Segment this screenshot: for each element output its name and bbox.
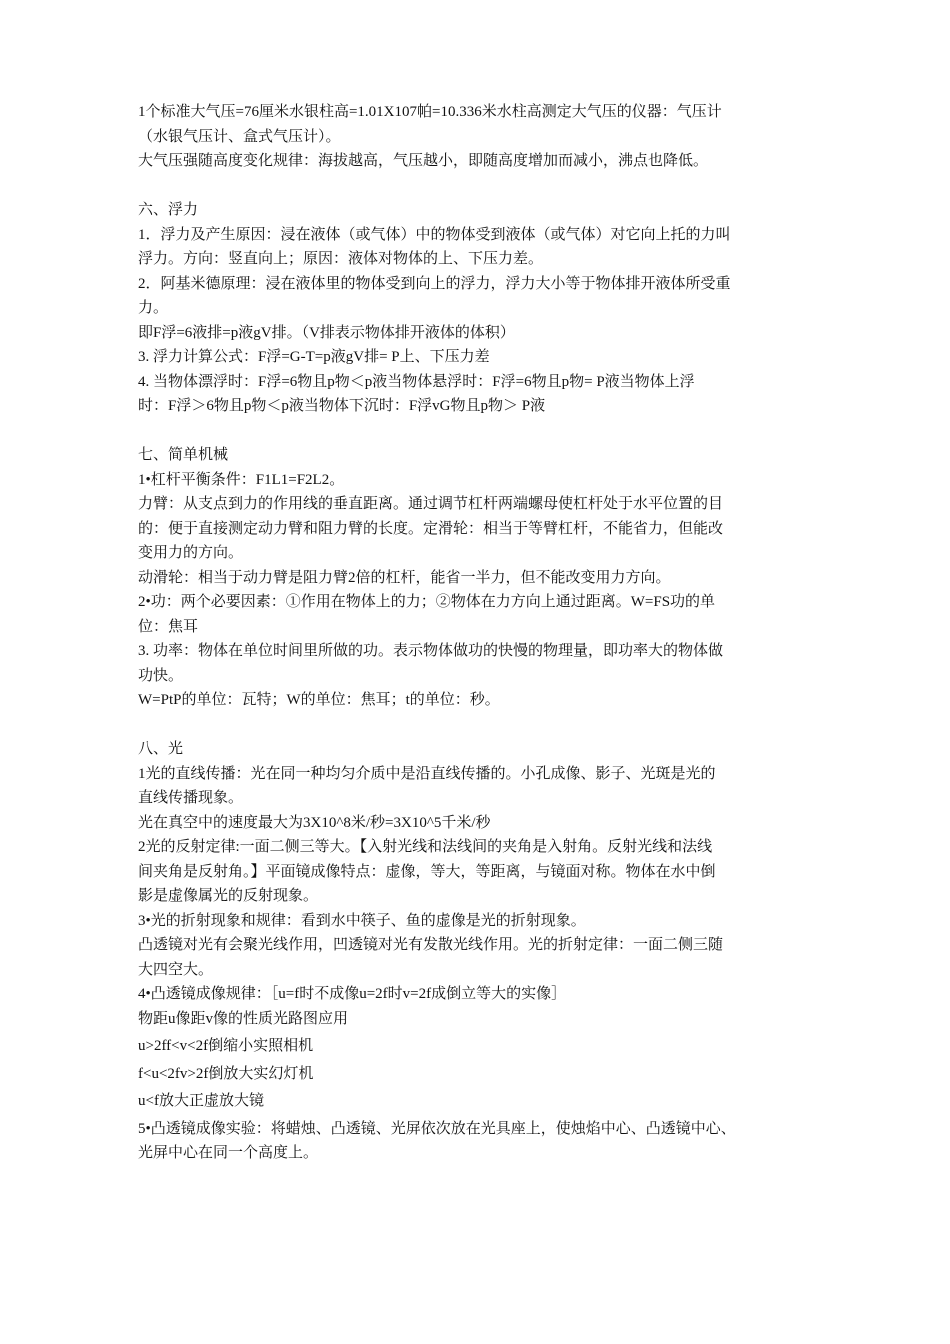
text-line: 4. 当物体漂浮时：F浮=6物且p物＜p液当物体悬浮时：F浮=6物且p物= P液当物体上浮: [138, 373, 695, 390]
text-line: 功快。: [138, 667, 184, 684]
text-line: 影是虚像属光的反射现象。: [138, 888, 319, 904]
text-line: 3•光的折射现象和规律：看到水中筷子、鱼的虚像是光的折射现象。: [138, 912, 586, 929]
text-line: 间夹角是反射角。】平面镜成像特点：虚像，等大，等距离，与镜面对称。物体在水中倒: [138, 863, 716, 880]
text-line: 力臂：从支点到力的作用线的垂直距离。通过调节杠杆两端螺母使杠杆处于水平位置的目: [138, 496, 724, 512]
text-line: 光屏中心在同一个高度上。: [138, 1145, 319, 1161]
text-line: 大四空大。: [138, 961, 214, 978]
blank-line: [138, 713, 818, 738]
text-line: 2光的反射定律:一面二侧三等大。【入射光线和法线间的夹角是入射角。反射光线和法线: [138, 839, 713, 855]
table-line: u>2ff<v<2f倒缩小实照相机: [138, 1038, 314, 1054]
text-line: 时：F浮＞6物且p物＜p液当物体下沉时：F浮vG物且p物＞ P液: [138, 398, 546, 414]
text-line: 1．浮力及产生原因：浸在液体（或气体）中的物体受到液体（或气体）对它向上托的力叫: [138, 226, 731, 243]
text-line: W=PtP的单位：瓦特；W的单位：焦耳；t的单位：秒。: [138, 692, 500, 708]
text-line: 直线传播现象。: [138, 790, 244, 806]
text-line: 2．阿基米德原理：浸在液体里的物体受到向上的浮力，浮力大小等于物体排开液体所受重: [138, 275, 731, 292]
text-line: 物距u像距v像的性质光路图应用: [138, 1010, 349, 1027]
text-line: 3. 功率：物体在单位时间里所做的功。表示物体做功的快慢的物理量，即功率大的物体做: [138, 643, 724, 659]
text-line: 1个标准大气压=76厘米水银柱高=1.01X107帕=10.336米水柱高测定大气压的仪器：气压计: [138, 104, 722, 120]
text-line: 的：便于直接测定动力臂和阻力臂的长度。定滑轮：相当于等臂杠杆，不能省力，但能改: [138, 520, 724, 537]
text-line: 浮力。方向：竖直向上；原因：液体对物体的上、下压力差。: [138, 251, 544, 267]
text-line: 2•功：两个必要因素：①作用在物体上的力；②物体在力方向上通过距离。W=FS功的单: [138, 594, 716, 610]
text-line: 大气压强随高度变化规律：海拔越高，气压越小，即随高度增加而减小，沸点也降低。: [138, 153, 709, 169]
blank-line: [138, 174, 818, 199]
blank-line: [138, 419, 818, 444]
table-line: u<f放大正虚放大镜: [138, 1093, 264, 1109]
text-line: 力。: [138, 300, 169, 316]
text-line: 凸透镜对光有会聚光线作用，凹透镜对光有发散光线作用。光的折射定律：一面二侧三随: [138, 937, 724, 953]
section-heading-light: 八、光: [138, 741, 184, 757]
text-line: 动滑轮：相当于动力臂是阻力臂2倍的杠杆，能省一半力，但不能改变用力方向。: [138, 569, 671, 586]
table-line: f<u<2fv>2f倒放大实幻灯机: [138, 1065, 314, 1082]
document-page: [138, 100, 818, 1166]
text-line: 位：焦耳: [138, 618, 199, 635]
text-line: 4•凸透镜成像规律：［u=f时不成像u=2f时v=2f成倒立等大的实像］: [138, 986, 567, 1002]
text-line: 变用力的方向。: [138, 545, 244, 561]
text-line: 1•杠杆平衡条件：F1L1=F2L2。: [138, 471, 345, 488]
text-line: 1光的直线传播：光在同一种均匀介质中是沿直线传播的。小孔成像、影子、光斑是光的: [138, 765, 716, 782]
text-line: 5•凸透镜成像实验：将蜡烛、凸透镜、光屏依次放在光具座上，使烛焰中心、凸透镜中心、: [138, 1120, 736, 1137]
text-line: 光在真空中的速度最大为3X10^8米/秒=3X10^5千米/秒: [138, 814, 491, 831]
text-line: （水银气压计、盒式气压计）。: [138, 128, 341, 145]
section-heading-simple-machines: 七、简单机械: [138, 447, 229, 463]
text-line: 即F浮=6液排=p液gV排。（V排表示物体排开液体的体积）: [138, 324, 515, 341]
section-heading-buoyancy: 六、浮力: [138, 202, 199, 218]
text-line: 3. 浮力计算公式：F浮=G-T=p液gV排= P上、下压力差: [138, 349, 490, 365]
